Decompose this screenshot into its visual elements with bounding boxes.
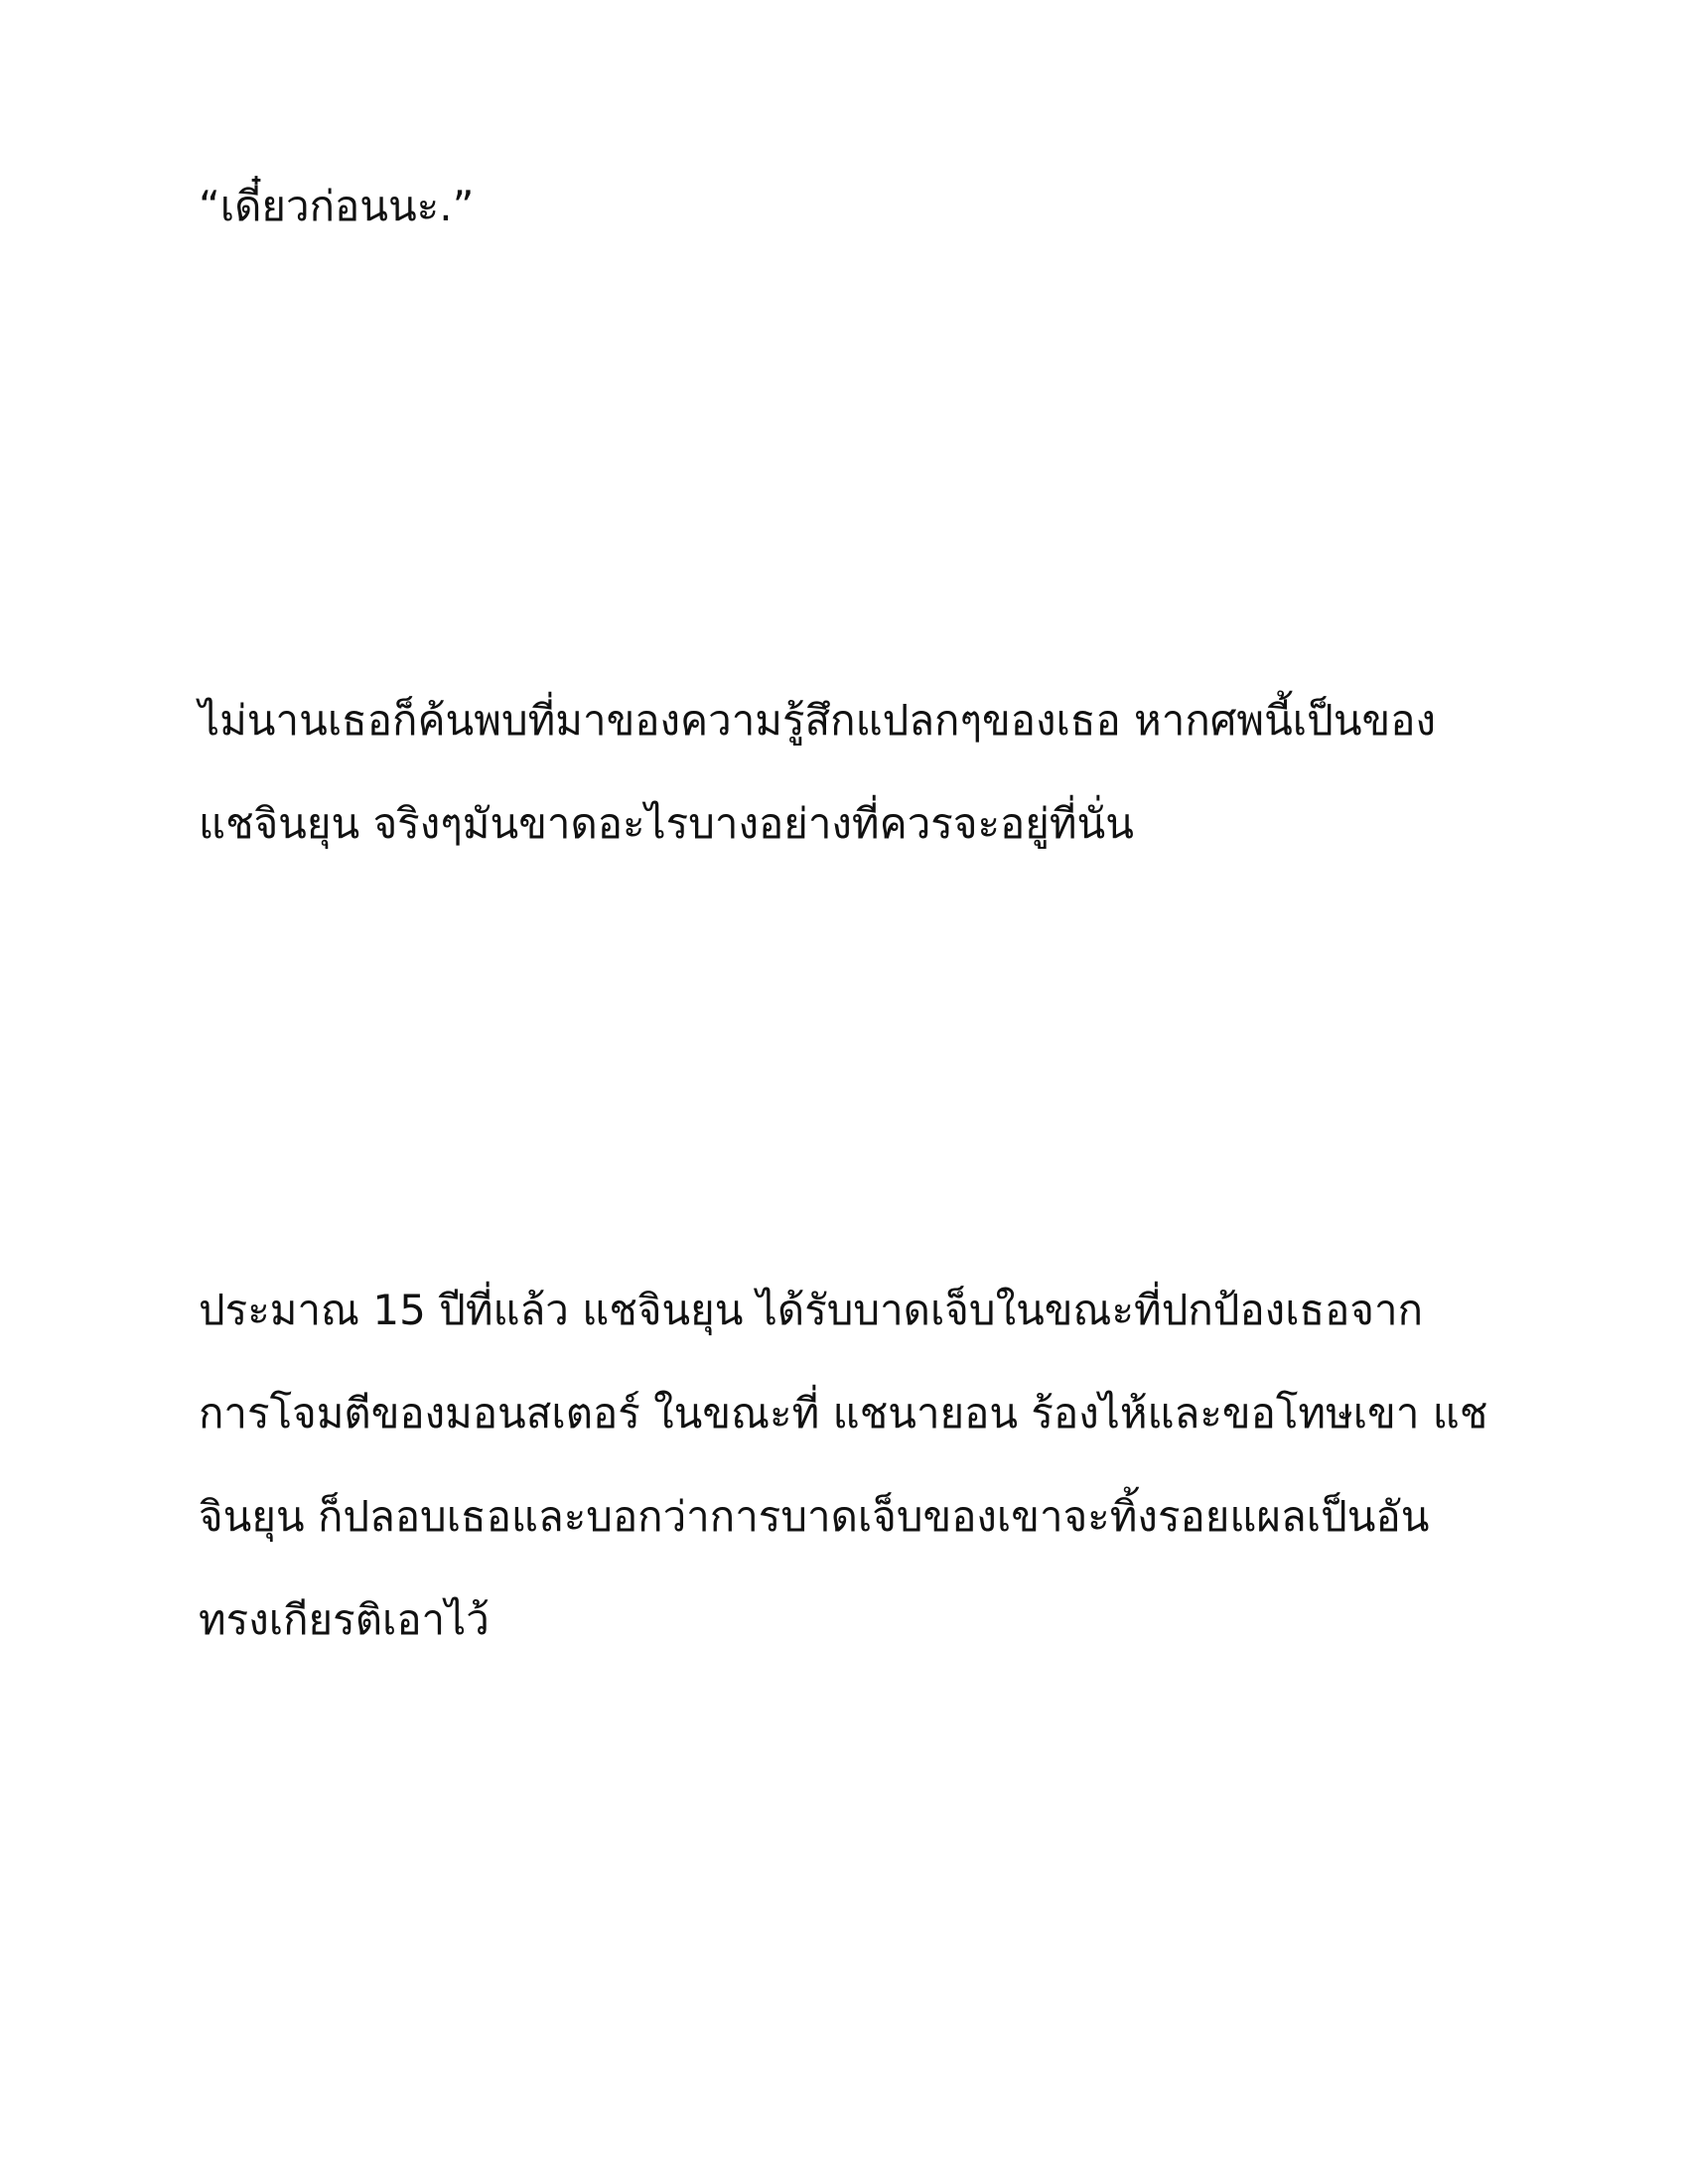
paragraph-2-line-1: ประมาณ 15 ปีที่แล้ว แชจินยุน ได้รับบาดเจ็บในขณะที่ปกป้องเธอจาก (199, 1286, 1424, 1334)
paragraph-1-line-2: แชจินยุน จริงๆมันขาดอะไรบางอย่างที่ควรจะอยู่ที่นั่น (199, 799, 1134, 848)
paragraph-2-line-2: การโจมตีของมอนสเตอร์ ในขณะที่ แชนายอน ร้องไห้และขอโทษเขา แช (199, 1389, 1488, 1437)
paragraph-2-line-4: ทรงเกียรติเอาไว้ (199, 1595, 490, 1644)
paragraph-2-line-3: จินยุน ก็ปลอบเธอและบอกว่าการบาดเจ็บของเขาจะทิ้งรอยแผลเป็นอัน (199, 1492, 1430, 1541)
dialogue-line: “เดี๋ยวก่อนนะ.” (199, 182, 475, 230)
paragraph-1-line-1: ไม่นานเธอก็ค้นพบที่มาของความรู้สึกแปลกๆของเธอ หากศพนี้เป็นของ (199, 696, 1436, 745)
